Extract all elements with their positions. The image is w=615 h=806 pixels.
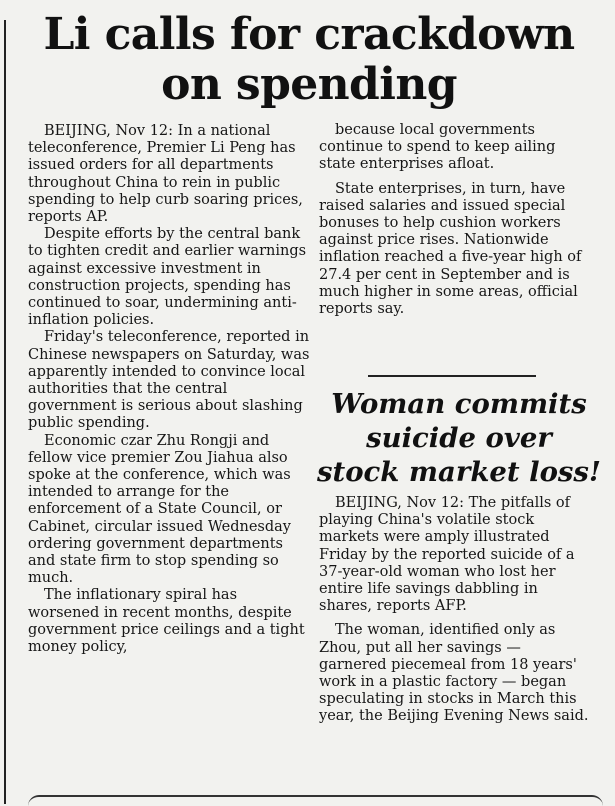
bottom-border <box>28 795 603 806</box>
main-headline <box>14 10 604 110</box>
article-paragraph: State enterprises, in turn, have raised salaries and issued special bonuses to help cushion workers against price rises. Nationwide inflation reached a five-year high of 27.4 per cent in September and is much higher in some areas, official reports say. <box>319 180 582 318</box>
main-headline-line-1: Li calls for crackdown <box>43 9 575 60</box>
article-paragraph: The inflationary spiral has worsened in recent months, despite government price ceilings and a tight money policy, <box>28 587 305 656</box>
article-paragraph: The woman, identified only as Zhou, put all her savings — garnered piecemeal from 18 years' work in a plastic factory — began speculating in stocks in March this year, the Beijing Evening News said. <box>319 622 589 725</box>
second-headline-line-1: Woman commits <box>331 388 587 420</box>
second-headline-line-3: stock market loss! <box>317 456 601 488</box>
article-left-column <box>28 123 310 656</box>
second-headline-line-2: suicide over <box>366 422 552 454</box>
main-headline-line-2: on spending <box>161 59 457 110</box>
second-article-body <box>319 495 589 726</box>
article-paragraph: Despite efforts by the central bank to tighten credit and earlier warnings against excessive investment in construction projects, spending has continued to soar, undermining anti-inflation policies. <box>28 226 307 329</box>
article-paragraph: BEIJING, Nov 12: The pitfalls of playing China's volatile stock markets were amply illustrated Friday by the reported suicide of a 37-year-old woman who lost her entire life savings dabbling in shares, reports AFP. <box>319 495 575 615</box>
column-border-left <box>4 20 6 804</box>
article-paragraph: Economic czar Zhu Rongji and fellow vice premier Zou Jiahua also spoke at the conference, which was intended to arrange for the enforcement of a State Council, or Cabinet, circular issued Wednesday ordering government departments and state firm to stop spending so much. <box>28 432 291 587</box>
article-paragraph: Friday's teleconference, reported in Chinese newspapers on Saturday, was apparently intended to convince local authorities that the central government is serious about slashing public spending. <box>28 329 310 432</box>
article-right-column <box>319 122 589 318</box>
second-headline <box>316 387 602 489</box>
paragraph-gap <box>319 174 589 181</box>
section-divider <box>368 375 536 377</box>
article-paragraph: because local governments continue to spend to keep ailing state enterprises afloat. <box>319 122 556 173</box>
article-paragraph: BEIJING, Nov 12: In a national teleconference, Premier Li Peng has issued orders for all departments throughout China to rein in public spending to help curb soaring prices, reports AP. <box>28 123 303 226</box>
paragraph-gap <box>319 615 589 622</box>
